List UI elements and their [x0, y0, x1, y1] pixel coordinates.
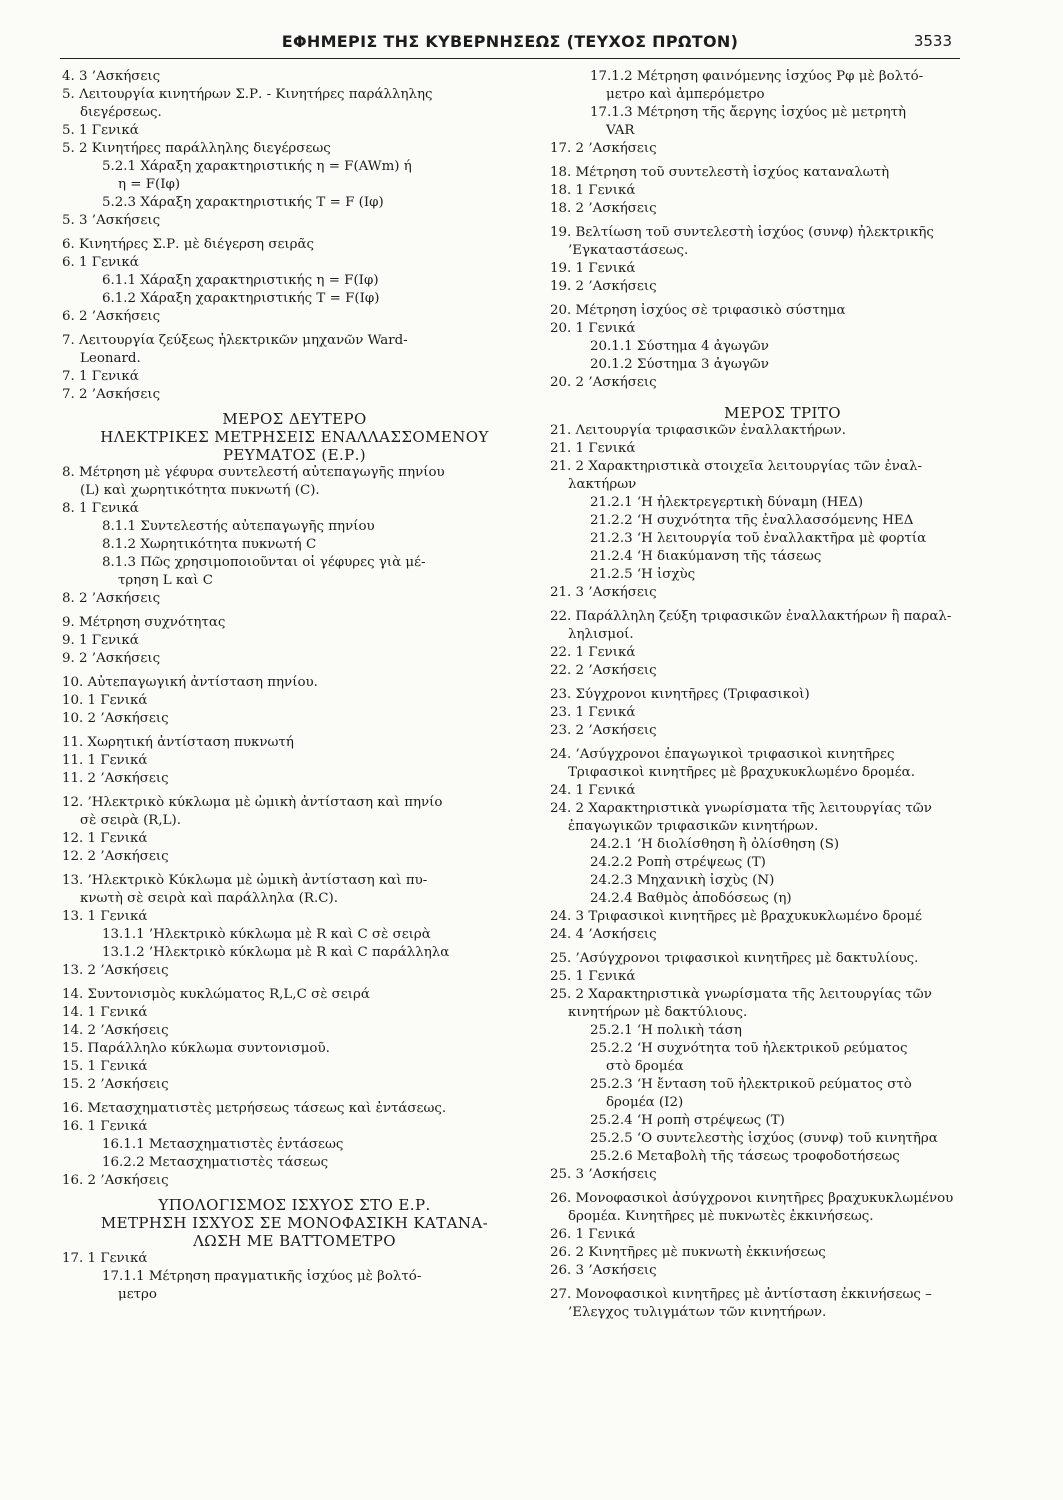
toc-entry: 11. 1 Γενικά — [62, 753, 148, 768]
toc-entry: 25.2.3 ‘Η ἔνταση τοῦ ἠλεκτρικοῦ ρεύματος στὸ — [590, 1077, 912, 1092]
toc-entry: 17.1.1 Μέτρηση πραγματικῆς ἰσχύος μὲ βολτό- — [102, 1269, 422, 1284]
toc-entry: 20.1.1 Σύστημα 4 ἀγωγῶν — [590, 339, 769, 354]
toc-entry: 21. 2 Χαρακτηριστικὰ στοιχεῖα λειτουργίας τῶν ἐναλ- — [550, 459, 922, 474]
toc-entry: 23. Σύγχρονοι κινητῆρες (Τριφασικοὶ) — [550, 687, 810, 702]
toc-entry: 20. Μέτρηση ἰσχύος σὲ τριφασικὸ σύστημα — [550, 303, 846, 318]
section-heading: ΜΕΡΟΣ ΤΡΙΤΟ — [724, 404, 841, 422]
toc-entry: 12. 1 Γενικά — [62, 831, 148, 846]
toc-entry: 9. 2 ’Ασκήσεις — [62, 651, 161, 666]
toc-entry: 15. 2 ’Ασκήσεις — [62, 1077, 169, 1092]
toc-entry: 14. Συντονισμὸς κυκλώματος R,L,C σὲ σειρά — [62, 987, 370, 1002]
section-heading: ΜΕΤΡΗΣΗ ΙΣΧΥΟΣ ΣΕ ΜΟΝΟΦΑΣΙΚΗ ΚΑΤΑΝΑ- — [100, 1214, 489, 1232]
toc-entry: 21.2.5 ‘Η ἰσχὺς — [590, 567, 696, 582]
toc-entry: 13. ’Ηλεκτρικὸ Κύκλωμα μὲ ὠμικὴ ἀντίσταση καὶ πυ- — [62, 873, 428, 888]
toc-entry: 24. 2 Χαρακτηριστικὰ γνωρίσματα τῆς λειτουργίας τῶν — [550, 801, 932, 816]
toc-entry: 17. 1 Γενικά — [62, 1251, 148, 1266]
section-heading: ΥΠΟΛΟΓΙΣΜΟΣ ΙΣΧΥΟΣ ΣΤΟ Ε.Ρ. — [158, 1196, 431, 1214]
toc-entry: ’Εγκαταστάσεως. — [568, 243, 689, 258]
toc-entry: 25.2.1 ‘Η πολικὴ τάση — [590, 1023, 742, 1038]
toc-entry: σὲ σειρὰ (R,L). — [80, 813, 182, 828]
page-header — [60, 30, 960, 59]
toc-entry: 24.2.4 Βαθμὸς ἀποδόσεως (η) — [590, 891, 792, 906]
toc-entry: 6. Κινητήρες Σ.Ρ. μὲ διέγερση σειρᾶς — [62, 237, 315, 252]
toc-entry: 21.2.3 ‘Η λειτουργία τοῦ ἐναλλακτῆρα μὲ φορτία — [590, 531, 927, 546]
toc-entry: ’Ελεγχος τυλιγμάτων τῶν κινητήρων. — [568, 1305, 827, 1320]
toc-entry: 15. 1 Γενικά — [62, 1059, 148, 1074]
toc-entry: 21.2.1 ‘Η ἠλεκτρεγερτικὴ δύναμη (ΗΕΔ) — [590, 495, 864, 510]
toc-entry: 16. 2 ’Ασκήσεις — [62, 1173, 169, 1188]
toc-entry: 8. 1 Γενικά — [62, 501, 139, 516]
toc-entry: 19. 2 ’Ασκήσεις — [550, 279, 657, 294]
toc-entry: 25. ’Ασύγχρονοι τριφασικοὶ κινητῆρες μὲ δακτυλίους. — [550, 951, 919, 966]
toc-entry: 13. 1 Γενικά — [62, 909, 148, 924]
section-heading: ΜΕΡΟΣ ΔΕΥΤΕΡΟ — [222, 410, 367, 428]
toc-entry: 22. 1 Γενικά — [550, 645, 636, 660]
toc-entry: 25. 2 Χαρακτηριστικὰ γνωρίσματα τῆς λειτουργίας τῶν — [550, 987, 932, 1002]
toc-entry: 21.2.4 ‘Η διακύμανση τῆς τάσεως — [590, 549, 822, 564]
toc-entry: 16. 1 Γενικά — [62, 1119, 148, 1134]
toc-entry: 21. Λειτουργία τριφασικῶν ἐναλλακτήρων. — [550, 423, 846, 438]
toc-entry: κινητήρων μὲ δακτύλιους. — [568, 1005, 748, 1020]
toc-entry: 18. 1 Γενικά — [550, 183, 636, 198]
toc-entry: ληλισμοί. — [568, 627, 634, 642]
toc-entry: VAR — [606, 123, 635, 138]
toc-entry: 7. 2 ’Ασκήσεις — [62, 387, 161, 402]
toc-entry: τρηση L καὶ C — [118, 573, 214, 588]
toc-entry: μετρο — [118, 1287, 157, 1302]
toc-entry: 26. Μονοφασικοὶ ἀσύγχρονοι κινητῆρες βραχυκυκλωμένου — [550, 1191, 954, 1206]
toc-entry: 4. 3 ’Ασκήσεις — [62, 69, 161, 84]
toc-entry: 25. 1 Γενικά — [550, 969, 636, 984]
toc-entry: 11. 2 ’Ασκήσεις — [62, 771, 169, 786]
toc-entry: 20. 1 Γενικά — [550, 321, 636, 336]
toc-entry: 6. 2 ’Ασκήσεις — [62, 309, 161, 324]
toc-entry: 13.1.2 ’Ηλεκτρικὸ κύκλωμα μὲ R καὶ C παράλληλα — [102, 945, 450, 960]
toc-entry: 26. 3 ’Ασκήσεις — [550, 1263, 657, 1278]
toc-entry: 21. 1 Γενικά — [550, 441, 636, 456]
toc-entry: 13.1.1 ’Ηλεκτρικὸ κύκλωμα μὲ R καὶ C σὲ σειρὰ — [102, 927, 431, 942]
toc-entry: 5.2.3 Χάραξη χαρακτηριστικής Τ = F (Ιφ) — [102, 195, 384, 210]
toc-entry: 9. Μέτρηση συχνότητας — [62, 615, 226, 630]
toc-entry: 21.2.2 ‘Η συχνότητα τῆς ἐναλλασσόμενης ΗΕΔ — [590, 513, 914, 528]
toc-entry: δρομέα. Κινητῆρες μὲ πυκνωτὲς ἐκκινήσεως. — [568, 1209, 874, 1224]
toc-entry: 26. 2 Κινητῆρες μὲ πυκνωτὴ ἐκκινήσεως — [550, 1245, 826, 1260]
toc-entry: 17.1.2 Μέτρηση φαινόμενης ἰσχύος Ρφ μὲ βολτό- — [590, 69, 924, 84]
section-heading: ΛΩΣΗ ΜΕ ΒΑΤΤΟΜΕΤΡΟ — [193, 1232, 396, 1250]
toc-entry: 25.2.4 ‘Η ροπὴ στρέψεως (Τ) — [590, 1113, 785, 1128]
toc-entry: 14. 1 Γενικά — [62, 1005, 148, 1020]
toc-entry: 26. 1 Γενικά — [550, 1227, 636, 1242]
section-heading: ΗΛΕΚΤΡΙΚΕΣ ΜΕΤΡΗΣΕΙΣ ΕΝΑΛΛΑΣΣΟΜΕΝΟΥ — [100, 428, 489, 446]
toc-entry: 14. 2 ’Ασκήσεις — [62, 1023, 169, 1038]
toc-entry: 6.1.2 Χάραξη χαρακτηριστικής Τ = F(Ιφ) — [102, 291, 380, 306]
toc-entry: 8. Μέτρηση μὲ γέφυρα συντελεστή αὐτεπαγωγῆς πηνίου — [62, 465, 445, 480]
toc-entry: 24.2.3 Μηχανικὴ ἰσχὺς (Ν) — [590, 873, 775, 888]
toc-entry: 10. 1 Γενικά — [62, 693, 148, 708]
toc-entry: 6. 1 Γενικά — [62, 255, 139, 270]
toc-entry: 10. Αὐτεπαγωγική ἀντίσταση πηνίου. — [62, 675, 318, 690]
toc-entry: μετρο καὶ ἀμπερόμετρο — [606, 87, 765, 102]
left-column — [62, 68, 527, 1304]
toc-entry: 9. 1 Γενικά — [62, 633, 139, 648]
toc-entry: 15. Παράλληλο κύκλωμα συντονισμοῦ. — [62, 1041, 330, 1056]
toc-entry: 17.1.3 Μέτρηση τῆς ἄεργης ἰσχύος μὲ μετρητὴ — [590, 105, 907, 120]
toc-entry: 12. ’Ηλεκτρικὸ κύκλωμα μὲ ὠμικὴ ἀντίσταση καὶ πηνίο — [62, 795, 443, 810]
toc-entry: 24.2.2 Ροπὴ στρέψεως (Τ) — [590, 855, 766, 870]
toc-entry: 23. 2 ’Ασκήσεις — [550, 723, 657, 738]
toc-entry: η = F(Ιφ) — [118, 177, 181, 192]
toc-entry: 16.2.2 Μετασχηματιστὲς τάσεως — [102, 1155, 329, 1170]
toc-entry: 22. 2 ’Ασκήσεις — [550, 663, 657, 678]
toc-entry: 25.2.5 ‘Ο συντελεστὴς ἰσχύος (συνφ) τοῦ κινητῆρα — [590, 1131, 938, 1146]
toc-entry: 20. 2 ’Ασκήσεις — [550, 375, 657, 390]
toc-entry: 5. 2 Κινητήρες παράλληλης διεγέρσεως — [62, 141, 331, 156]
toc-entry: 12. 2 ’Ασκήσεις — [62, 849, 169, 864]
toc-entry: λακτήρων — [568, 477, 637, 492]
toc-entry: 8.1.1 Συντελεστής αὐτεπαγωγῆς πηνίου — [102, 519, 375, 534]
toc-entry: 6.1.1 Χάραξη χαρακτηριστικής η = F(Ιφ) — [102, 273, 379, 288]
toc-entry: 5. 3 ’Ασκήσεις — [62, 213, 161, 228]
toc-entry: 13. 2 ’Ασκήσεις — [62, 963, 169, 978]
toc-entry: 27. Μονοφασικοὶ κινητῆρες μὲ ἀντίσταση ἐκκινήσεως – — [550, 1287, 932, 1302]
toc-entry: 5. Λειτουργία κινητήρων Σ.Ρ. - Κινητήρες παράλληλης — [62, 87, 433, 102]
toc-entry: 18. Μέτρηση τοῦ συντελεστὴ ἰσχύος καταναλωτὴ — [550, 165, 890, 180]
toc-entry: 20.1.2 Σύστημα 3 ἀγωγῶν — [590, 357, 769, 372]
toc-entry: 24. ’Ασύγχρονοι ἐπαγωγικοὶ τριφασικοὶ κινητῆρες — [550, 747, 895, 762]
toc-entry: 10. 2 ’Ασκήσεις — [62, 711, 169, 726]
toc-entry: 5.2.1 Χάραξη χαρακτηριστικής η = F(AWm) ή — [102, 159, 412, 174]
toc-entry: 24. 4 ’Ασκήσεις — [550, 927, 657, 942]
toc-entry: ἐπαγωγικῶν τριφασικῶν κινητήρων. — [568, 819, 819, 834]
toc-entry: κνωτὴ σὲ σειρὰ καὶ παράλληλα (R.C). — [80, 891, 338, 906]
toc-entry: 24. 3 Τριφασικοὶ κινητῆρες μὲ βραχυκυκλωμένο δρομέ — [550, 909, 922, 924]
toc-entry: 24.2.1 ‘Η διολίσθηση ἢ ὀλίσθηση (S) — [590, 837, 840, 852]
toc-entry: 25.2.6 Μεταβολὴ τῆς τάσεως τροφοδοτήσεως — [590, 1149, 900, 1164]
section-heading: ΡΕΥΜΑΤΟΣ (Ε.Ρ.) — [222, 446, 367, 464]
toc-entry: 8.1.3 Πῶς χρησιμοποιοῦνται οἱ γέφυρες γιὰ μέ- — [102, 555, 426, 570]
toc-entry: (L) καὶ χωρητικότητα πυκνωτή (C). — [80, 483, 320, 498]
gazette-title: ΕΦΗΜΕΡΙΣ ΤΗΣ ΚΥΒΕΡΝΗΣΕΩΣ (ΤΕΥΧΟΣ ΠΡΩΤΟΝ) — [281, 32, 739, 51]
toc-entry: Leonard. — [80, 351, 141, 366]
toc-entry: 16.1.1 Μετασχηματιστὲς ἐντάσεως — [102, 1137, 344, 1152]
toc-entry: δρομέα (Ι2) — [606, 1095, 684, 1110]
toc-entry: 5. 1 Γενικά — [62, 123, 139, 138]
toc-entry: διεγέρσεως. — [80, 105, 162, 120]
toc-entry: 18. 2 ’Ασκήσεις — [550, 201, 657, 216]
toc-entry: 17. 2 ’Ασκήσεις — [550, 141, 657, 156]
toc-entry: 23. 1 Γενικά — [550, 705, 636, 720]
page-number: 3533 — [913, 32, 952, 50]
toc-entry: Τριφασικοὶ κινητῆρες μὲ βραχυκυκλωμένο δρομέα. — [568, 765, 915, 780]
toc-entry: 7. 1 Γενικά — [62, 369, 139, 384]
toc-entry: 8.1.2 Χωρητικότητα πυκνωτή C — [102, 537, 317, 552]
toc-entry: 21. 3 ’Ασκήσεις — [550, 585, 657, 600]
toc-entry: 11. Χωρητική ἀντίσταση πυκνωτή — [62, 735, 294, 750]
toc-entry: 16. Μετασχηματιστὲς μετρήσεως τάσεως καὶ ἐντάσεως. — [62, 1101, 447, 1116]
toc-entry: 19. Βελτίωση τοῦ συντελεστὴ ἰσχύος (συνφ) ἠλεκτρικῆς — [550, 225, 934, 240]
toc-entry: 25.2.2 ‘Η συχνότητα τοῦ ἠλεκτρικοῦ ρεύματος — [590, 1041, 908, 1056]
toc-entry: 19. 1 Γενικά — [550, 261, 636, 276]
right-column — [550, 68, 1015, 1322]
toc-entry: στὸ δρομέα — [606, 1059, 684, 1074]
toc-entry: 8. 2 ’Ασκήσεις — [62, 591, 161, 606]
toc-entry: 24. 1 Γενικά — [550, 783, 636, 798]
toc-entry: 7. Λειτουργία ζεύξεως ἠλεκτρικῶν μηχανῶν Ward- — [62, 333, 408, 348]
toc-entry: 22. Παράλληλη ζεύξη τριφασικῶν ἐναλλακτήρων ἢ παραλ- — [550, 609, 952, 624]
toc-entry: 25. 3 ’Ασκήσεις — [550, 1167, 657, 1182]
